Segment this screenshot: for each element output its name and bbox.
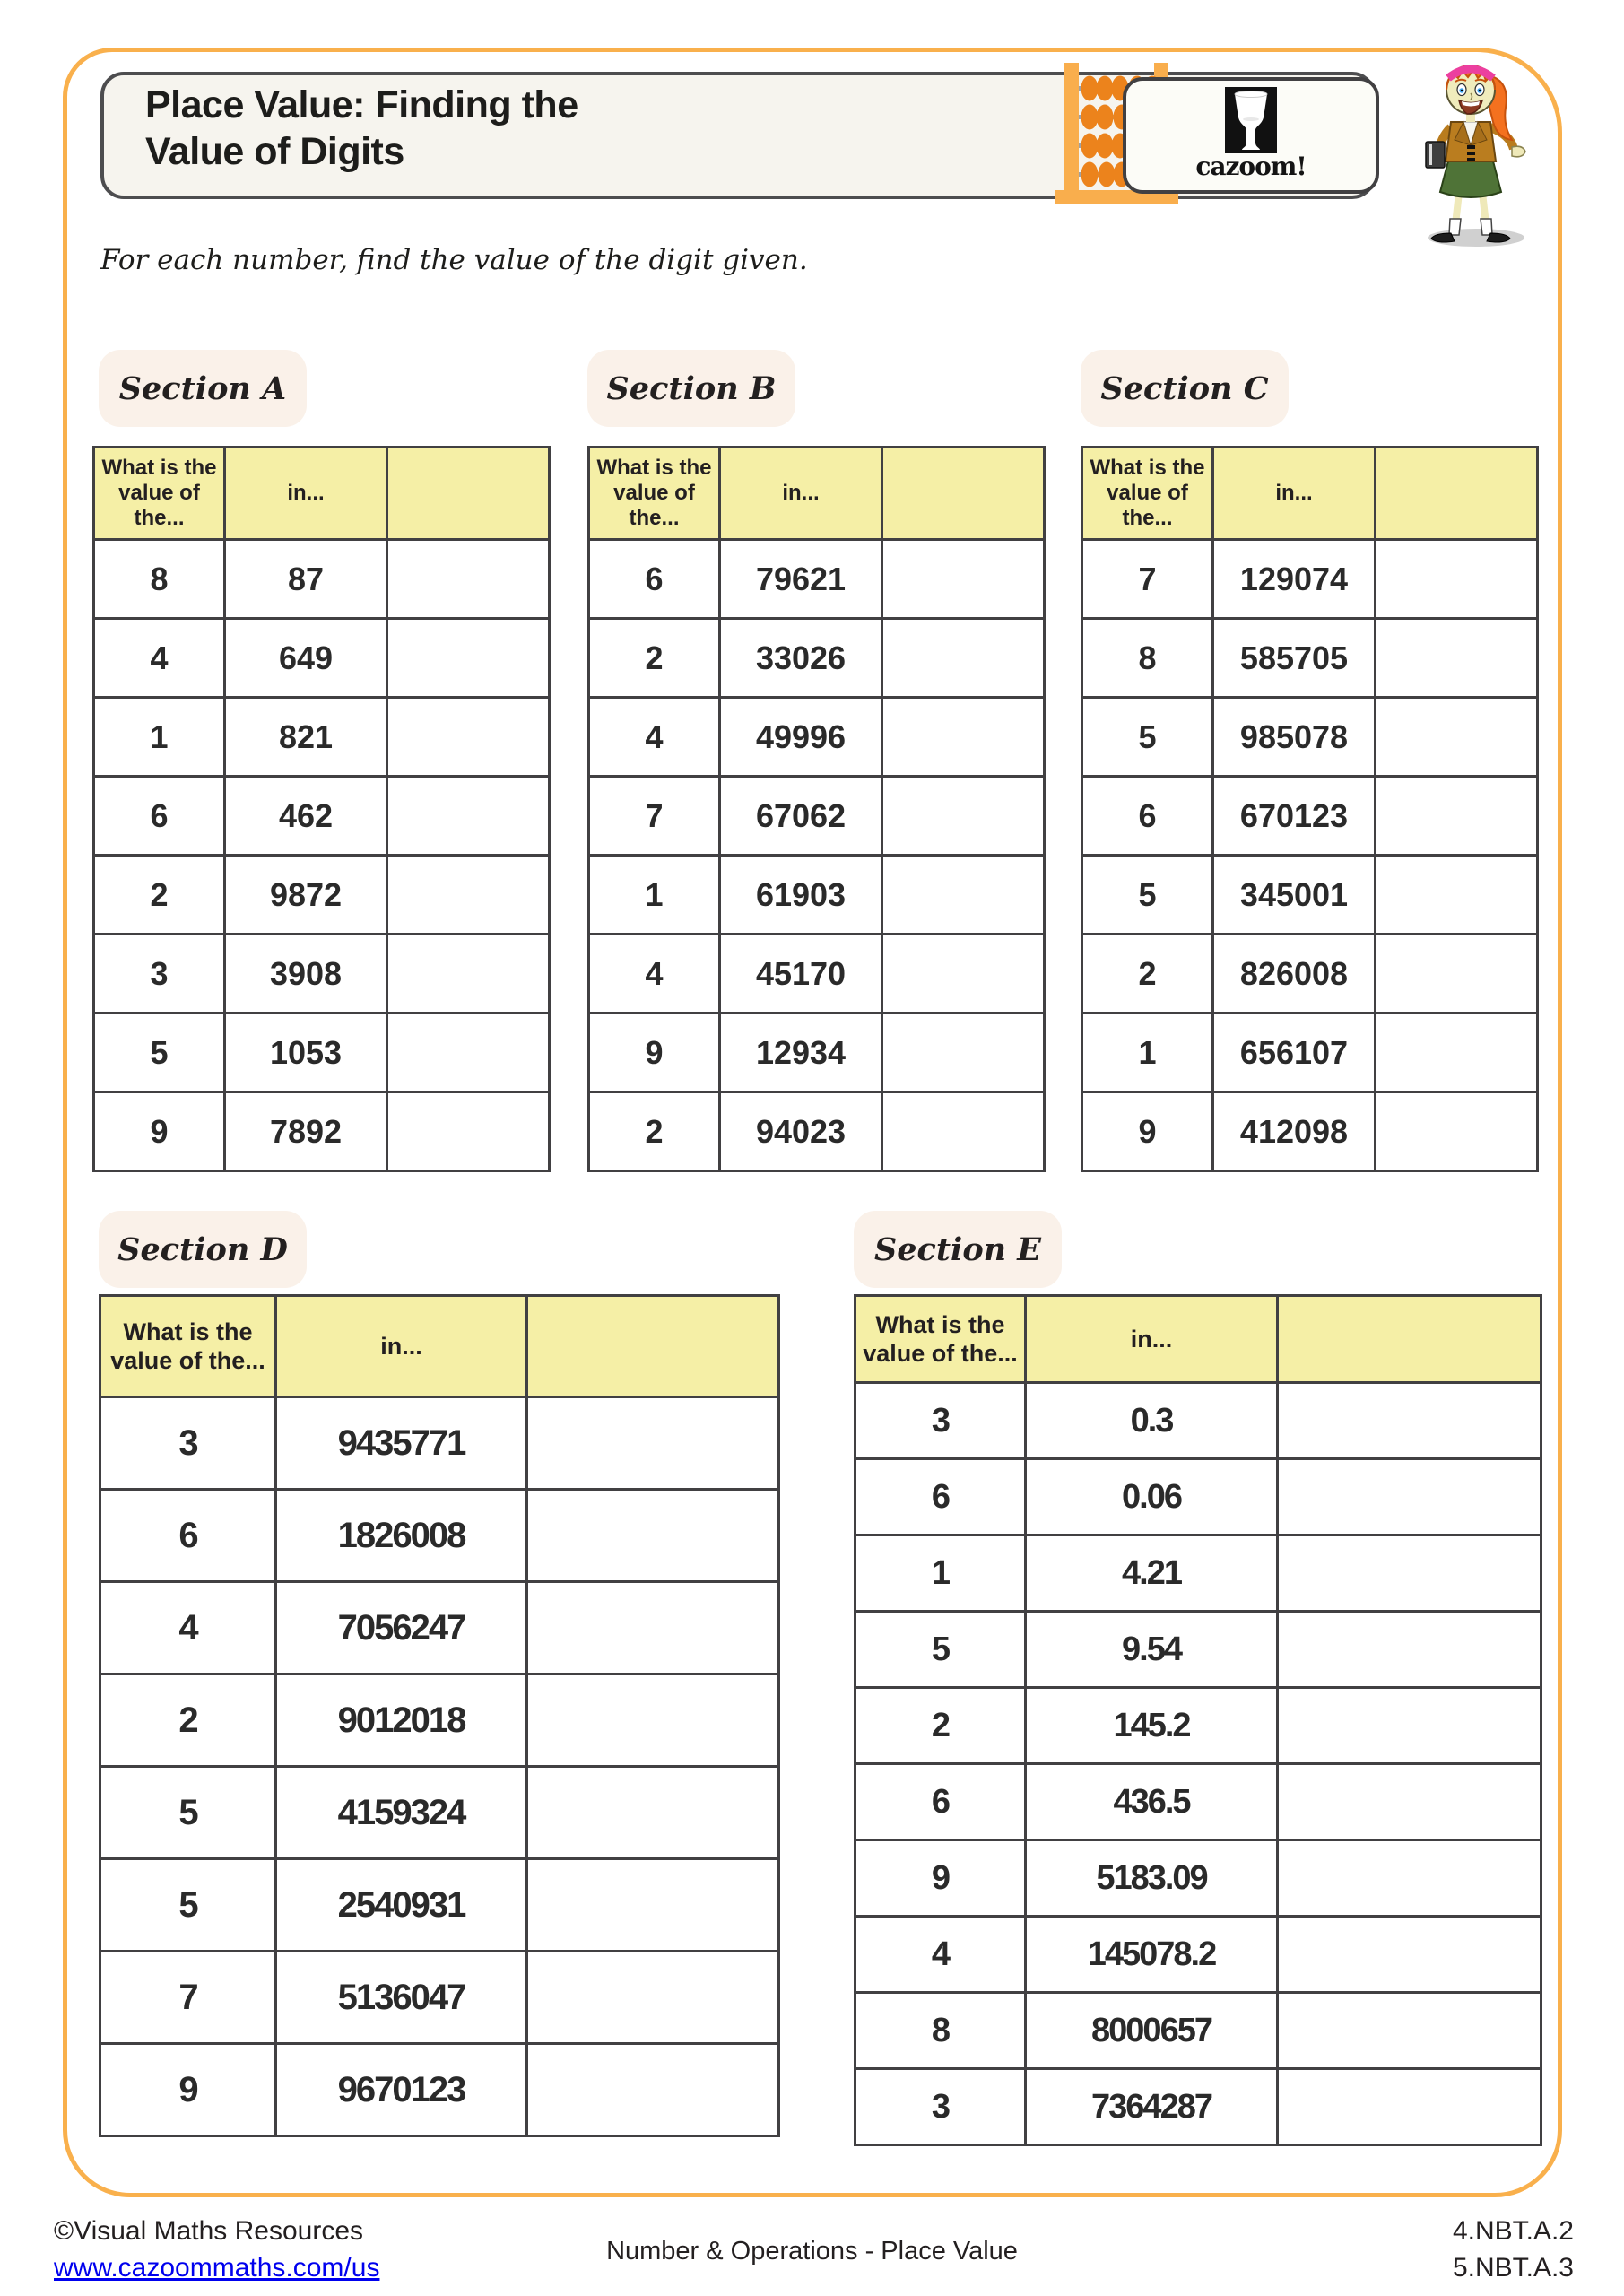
table-row: [94, 540, 550, 619]
table-row: [855, 1840, 1541, 1917]
number-cell: 94023: [720, 1092, 882, 1171]
answer-cell[interactable]: [387, 698, 550, 777]
number-cell: 8000657: [1026, 1993, 1278, 2069]
table-row: [1082, 1092, 1538, 1171]
title-banner: [100, 72, 1376, 199]
answer-cell[interactable]: [1376, 1092, 1538, 1171]
header-row: [100, 1296, 779, 1397]
table-row: [1082, 698, 1538, 777]
answer-cell[interactable]: [1376, 856, 1538, 935]
table-row: [589, 698, 1045, 777]
section-e-table-container: [854, 1294, 1542, 2146]
section-d-table-container: [99, 1294, 780, 2137]
answer-cell[interactable]: [882, 619, 1045, 698]
answer-cell[interactable]: [527, 1859, 779, 1952]
table-row: [100, 1952, 779, 2044]
table-row: [94, 856, 550, 935]
digit-cell: 4: [589, 698, 720, 777]
answer-cell[interactable]: [387, 1092, 550, 1171]
number-cell: 1053: [225, 1013, 387, 1092]
column-header-1: What is the value of the...: [94, 448, 225, 540]
answer-cell[interactable]: [1376, 540, 1538, 619]
digit-cell: 3: [100, 1397, 276, 1490]
column-header-1: What is the value of the...: [100, 1296, 276, 1397]
number-cell: 4.21: [1026, 1535, 1278, 1612]
answer-cell[interactable]: [882, 698, 1045, 777]
table-row: [94, 935, 550, 1013]
number-cell: 412098: [1213, 1092, 1376, 1171]
table-row: [855, 1535, 1541, 1612]
section-b-table-container: [587, 446, 1046, 1172]
table-row: [589, 1092, 1045, 1171]
answer-cell[interactable]: [527, 1674, 779, 1767]
table-row: [1082, 856, 1538, 935]
column-header-3: [882, 448, 1045, 540]
number-cell: 9670123: [276, 2044, 527, 2136]
column-header-1: What is the value of the...: [1082, 448, 1213, 540]
answer-cell[interactable]: [387, 540, 550, 619]
section-d-table: [99, 1294, 780, 2137]
table-row: [855, 1612, 1541, 1688]
section-b-table: [587, 446, 1046, 1172]
digit-cell: 1: [94, 698, 225, 777]
website-link[interactable]: www.cazoommaths.com/us: [54, 2252, 380, 2283]
number-cell: 145078.2: [1026, 1917, 1278, 1993]
digit-cell: 5: [100, 1859, 276, 1952]
number-cell: 9012018: [276, 1674, 527, 1767]
answer-cell[interactable]: [1278, 1383, 1541, 1459]
table-row: [100, 1767, 779, 1859]
footer-category: Number & Operations - Place Value: [606, 2237, 1018, 2266]
answer-cell[interactable]: [1278, 1535, 1541, 1612]
answer-cell[interactable]: [882, 540, 1045, 619]
answer-cell[interactable]: [527, 1490, 779, 1582]
answer-cell[interactable]: [882, 856, 1045, 935]
answer-cell[interactable]: [1376, 619, 1538, 698]
page-title-line1: Place Value: Finding the: [145, 83, 578, 126]
header-row: [855, 1296, 1541, 1383]
digit-cell: 6: [589, 540, 720, 619]
number-cell: 5183.09: [1026, 1840, 1278, 1917]
number-cell: 9872: [225, 856, 387, 935]
number-cell: 7056247: [276, 1582, 527, 1674]
column-header-2: in...: [276, 1296, 527, 1397]
number-cell: 5136047: [276, 1952, 527, 2044]
section-c-table: [1081, 446, 1539, 1172]
digit-cell: 2: [100, 1674, 276, 1767]
column-header-2: in...: [1213, 448, 1376, 540]
worksheet-instruction: For each number, find the value of the digit given.: [100, 244, 808, 276]
number-cell: 7892: [225, 1092, 387, 1171]
header-row: [1082, 448, 1538, 540]
answer-cell[interactable]: [387, 1013, 550, 1092]
table-row: [1082, 619, 1538, 698]
answer-cell[interactable]: [387, 935, 550, 1013]
digit-cell: 1: [589, 856, 720, 935]
digit-cell: 7: [1082, 540, 1213, 619]
student-girl-illustration: [1399, 52, 1542, 254]
section-b-label: Section B: [587, 350, 795, 427]
table-row: [94, 1092, 550, 1171]
number-cell: 436.5: [1026, 1764, 1278, 1840]
number-cell: 2540931: [276, 1859, 527, 1952]
section-a-table-container: [92, 446, 551, 1172]
section-d-label: Section D: [99, 1211, 307, 1288]
table-row: [1082, 935, 1538, 1013]
digit-cell: 9: [94, 1092, 225, 1171]
answer-cell[interactable]: [1278, 1993, 1541, 2069]
answer-cell[interactable]: [1376, 1013, 1538, 1092]
digit-cell: 8: [855, 1993, 1026, 2069]
answer-cell[interactable]: [527, 2044, 779, 2136]
number-cell: 3908: [225, 935, 387, 1013]
section-e-label: Section E: [854, 1211, 1062, 1288]
table-row: [855, 1383, 1541, 1459]
table-row: [855, 1688, 1541, 1764]
answer-cell[interactable]: [387, 777, 550, 856]
table-row: [589, 619, 1045, 698]
number-cell: 33026: [720, 619, 882, 698]
table-row: [1082, 1013, 1538, 1092]
number-cell: 985078: [1213, 698, 1376, 777]
answer-cell[interactable]: [882, 777, 1045, 856]
digit-cell: 9: [1082, 1092, 1213, 1171]
table-row: [94, 777, 550, 856]
footer-standards: [1453, 2213, 1574, 2286]
number-cell: 0.06: [1026, 1459, 1278, 1535]
answer-cell[interactable]: [527, 1952, 779, 2044]
column-header-3: [527, 1296, 779, 1397]
table-row: [94, 1013, 550, 1092]
digit-cell: 4: [94, 619, 225, 698]
column-header-3: [387, 448, 550, 540]
table-row: [855, 1917, 1541, 1993]
number-cell: 61903: [720, 856, 882, 935]
digit-cell: 4: [855, 1917, 1026, 1993]
table-row: [855, 2069, 1541, 2145]
number-cell: 67062: [720, 777, 882, 856]
digit-cell: 7: [100, 1952, 276, 2044]
number-cell: 145.2: [1026, 1688, 1278, 1764]
section-a-table: [92, 446, 551, 1172]
digit-cell: 5: [1082, 856, 1213, 935]
number-cell: 9.54: [1026, 1612, 1278, 1688]
column-header-3: [1376, 448, 1538, 540]
number-cell: 670123: [1213, 777, 1376, 856]
table-row: [589, 856, 1045, 935]
table-row: [94, 698, 550, 777]
cazoom-drum-icon: [1225, 87, 1277, 153]
number-cell: 345001: [1213, 856, 1376, 935]
digit-cell: 4: [100, 1582, 276, 1674]
section-c-label: Section C: [1081, 350, 1289, 427]
header-row: [589, 448, 1045, 540]
cazoom-logo: [1123, 77, 1379, 194]
digit-cell: 6: [855, 1459, 1026, 1535]
answer-cell[interactable]: [1278, 2069, 1541, 2145]
number-cell: 45170: [720, 935, 882, 1013]
number-cell: 87: [225, 540, 387, 619]
answer-cell[interactable]: [882, 935, 1045, 1013]
number-cell: 49996: [720, 698, 882, 777]
digit-cell: 2: [94, 856, 225, 935]
table-row: [589, 1013, 1045, 1092]
standard-code-2: 5.NBT.A.3: [1452, 2252, 1574, 2283]
table-row: [589, 935, 1045, 1013]
answer-cell[interactable]: [882, 1092, 1045, 1171]
answer-cell[interactable]: [1376, 935, 1538, 1013]
section-a-label: Section A: [99, 350, 307, 427]
answer-cell[interactable]: [1376, 698, 1538, 777]
digit-cell: 2: [1082, 935, 1213, 1013]
digit-cell: 1: [855, 1535, 1026, 1612]
answer-cell[interactable]: [527, 1582, 779, 1674]
digit-cell: 9: [855, 1840, 1026, 1917]
digit-cell: 9: [589, 1013, 720, 1092]
number-cell: 0.3: [1026, 1383, 1278, 1459]
table-row: [100, 1397, 779, 1490]
number-cell: 129074: [1213, 540, 1376, 619]
section-c-table-container: [1081, 446, 1539, 1172]
digit-cell: 6: [100, 1490, 276, 1582]
table-row: [100, 1859, 779, 1952]
digit-cell: 2: [855, 1688, 1026, 1764]
table-row: [1082, 777, 1538, 856]
digit-cell: 9: [100, 2044, 276, 2136]
table-row: [94, 619, 550, 698]
table-row: [589, 540, 1045, 619]
answer-cell[interactable]: [1278, 1688, 1541, 1764]
digit-cell: 3: [855, 1383, 1026, 1459]
number-cell: 821: [225, 698, 387, 777]
digit-cell: 5: [1082, 698, 1213, 777]
number-cell: 7364287: [1026, 2069, 1278, 2145]
answer-cell[interactable]: [882, 1013, 1045, 1092]
table-row: [589, 777, 1045, 856]
copyright-text: ©Visual Maths Resources: [54, 2216, 364, 2246]
digit-cell: 4: [589, 935, 720, 1013]
answer-cell[interactable]: [1278, 1764, 1541, 1840]
number-cell: 1826008: [276, 1490, 527, 1582]
digit-cell: 7: [589, 777, 720, 856]
answer-cell[interactable]: [1278, 1840, 1541, 1917]
digit-cell: 3: [855, 2069, 1026, 2145]
table-row: [100, 2044, 779, 2136]
answer-cell[interactable]: [387, 856, 550, 935]
answer-cell[interactable]: [527, 1767, 779, 1859]
number-cell: 12934: [720, 1013, 882, 1092]
number-cell: 656107: [1213, 1013, 1376, 1092]
column-header-3: [1278, 1296, 1541, 1383]
column-header-2: in...: [720, 448, 882, 540]
digit-cell: 1: [1082, 1013, 1213, 1092]
answer-cell[interactable]: [527, 1397, 779, 1490]
section-e-table: [854, 1294, 1542, 2146]
answer-cell[interactable]: [1278, 1612, 1541, 1688]
number-cell: 4159324: [276, 1767, 527, 1859]
cazoom-logo-text: cazoom!: [1195, 152, 1307, 181]
digit-cell: 2: [589, 619, 720, 698]
page-title: [145, 83, 578, 175]
table-row: [855, 1764, 1541, 1840]
column-header-2: in...: [1026, 1296, 1278, 1383]
number-cell: 826008: [1213, 935, 1376, 1013]
digit-cell: 6: [94, 777, 225, 856]
digit-cell: 5: [94, 1013, 225, 1092]
table-row: [855, 1459, 1541, 1535]
header-row: [94, 448, 550, 540]
column-header-2: in...: [225, 448, 387, 540]
column-header-1: What is the value of the...: [589, 448, 720, 540]
table-row: [100, 1490, 779, 1582]
number-cell: 9435771: [276, 1397, 527, 1490]
answer-cell[interactable]: [1278, 1917, 1541, 1993]
table-row: [855, 1993, 1541, 2069]
digit-cell: 3: [94, 935, 225, 1013]
answer-cell[interactable]: [1278, 1459, 1541, 1535]
column-header-1: What is the value of the...: [855, 1296, 1026, 1383]
page-title-line2: Value of Digits: [145, 129, 404, 173]
digit-cell: 6: [1082, 777, 1213, 856]
number-cell: 462: [225, 777, 387, 856]
number-cell: 79621: [720, 540, 882, 619]
number-cell: 585705: [1213, 619, 1376, 698]
table-row: [100, 1582, 779, 1674]
digit-cell: 5: [100, 1767, 276, 1859]
number-cell: 649: [225, 619, 387, 698]
digit-cell: 8: [94, 540, 225, 619]
standard-code-1: 4.NBT.A.2: [1452, 2216, 1574, 2246]
answer-cell[interactable]: [1376, 777, 1538, 856]
digit-cell: 2: [589, 1092, 720, 1171]
digit-cell: 6: [855, 1764, 1026, 1840]
table-row: [100, 1674, 779, 1767]
digit-cell: 8: [1082, 619, 1213, 698]
answer-cell[interactable]: [387, 619, 550, 698]
digit-cell: 5: [855, 1612, 1026, 1688]
table-row: [1082, 540, 1538, 619]
